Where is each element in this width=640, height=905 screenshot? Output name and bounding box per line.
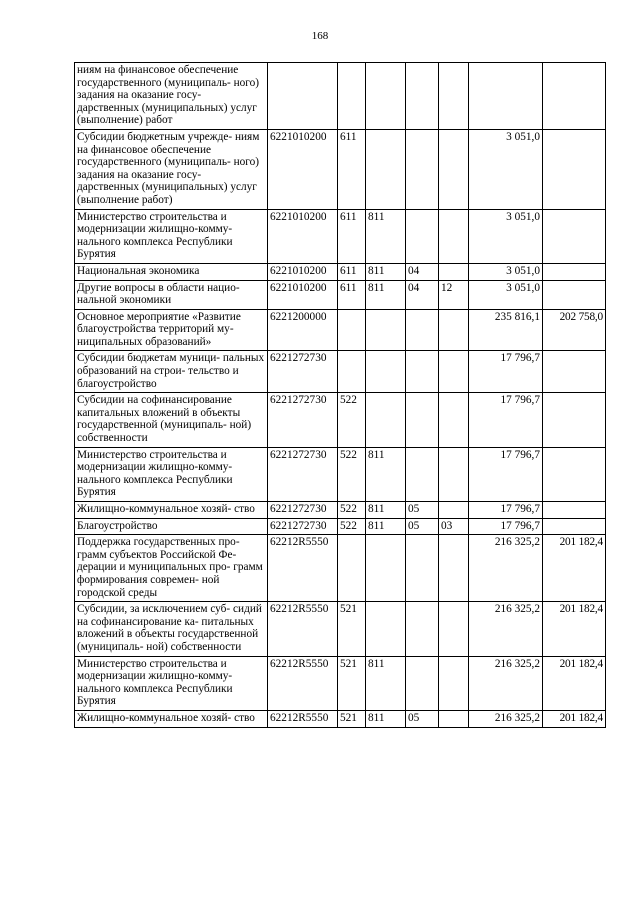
amount-1-cell: [469, 63, 543, 130]
expense-type-cell: [338, 63, 366, 130]
amount-1-cell: 17 796,7: [469, 393, 543, 447]
subsection-cell: [439, 656, 469, 710]
expense-type-cell: 522: [338, 393, 366, 447]
target-code-cell: 62212R5550: [268, 535, 338, 602]
amount-1-cell: 216 325,2: [469, 656, 543, 710]
ministry-code-cell: [366, 309, 406, 351]
item-name-cell: Жилищно-коммунальное хозяй- ство: [75, 502, 268, 519]
table-row: [75, 209, 606, 263]
amount-1-cell: 216 325,2: [469, 710, 543, 727]
section-cell: [406, 393, 439, 447]
item-name-cell: Министерство строительства и модернизации жилищно-комму- нального комплекса Республики Бурятия: [75, 656, 268, 710]
amount-2-cell: [543, 447, 606, 501]
expense-type-cell: 522: [338, 502, 366, 519]
section-cell: 05: [406, 502, 439, 519]
target-code-cell: 6221010200: [268, 209, 338, 263]
section-cell: [406, 209, 439, 263]
ministry-code-cell: 811: [366, 656, 406, 710]
ministry-code-cell: 811: [366, 263, 406, 280]
amount-1-cell: 3 051,0: [469, 129, 543, 209]
subsection-cell: [439, 309, 469, 351]
expense-type-cell: 521: [338, 656, 366, 710]
amount-1-cell: 3 051,0: [469, 263, 543, 280]
expense-type-cell: 611: [338, 280, 366, 309]
subsection-cell: [439, 263, 469, 280]
amount-1-cell: 17 796,7: [469, 447, 543, 501]
subsection-cell: [439, 710, 469, 727]
ministry-code-cell: 811: [366, 518, 406, 535]
subsection-cell: [439, 502, 469, 519]
item-name-cell: Субсидии бюджетным учрежде- ниям на финансовое обеспечение государственного (муниципаль- ного) задания на оказание госу- дарственных (муниципальных) услуг (выполнение работ): [75, 129, 268, 209]
table-row: [75, 535, 606, 602]
expense-type-cell: 611: [338, 209, 366, 263]
section-cell: [406, 63, 439, 130]
subsection-cell: [439, 535, 469, 602]
table-row: [75, 518, 606, 535]
expense-type-cell: 521: [338, 602, 366, 656]
subsection-cell: [439, 447, 469, 501]
subsection-cell: [439, 129, 469, 209]
target-code-cell: 62212R5550: [268, 656, 338, 710]
target-code-cell: 6221272730: [268, 393, 338, 447]
amount-1-cell: 216 325,2: [469, 602, 543, 656]
amount-2-cell: 201 182,4: [543, 710, 606, 727]
item-name-cell: Основное мероприятие «Развитие благоустройства территорий му- ниципальных образований»: [75, 309, 268, 351]
ministry-code-cell: [366, 129, 406, 209]
amount-2-cell: [543, 209, 606, 263]
amount-2-cell: 201 182,4: [543, 602, 606, 656]
section-cell: 04: [406, 263, 439, 280]
item-name-cell: Министерство строительства и модернизации жилищно-комму- нального комплекса Республики Бурятия: [75, 447, 268, 501]
subsection-cell: [439, 209, 469, 263]
expense-type-cell: 611: [338, 129, 366, 209]
amount-2-cell: [543, 518, 606, 535]
amount-2-cell: [543, 129, 606, 209]
target-code-cell: 6221010200: [268, 263, 338, 280]
table-row: [75, 602, 606, 656]
table-row: [75, 263, 606, 280]
ministry-code-cell: 811: [366, 209, 406, 263]
section-cell: [406, 602, 439, 656]
item-name-cell: Субсидии на софинансирование капитальных вложений в объекты государственной (муниципаль- ной) собственности: [75, 393, 268, 447]
amount-2-cell: [543, 63, 606, 130]
table-row: [75, 129, 606, 209]
section-cell: [406, 447, 439, 501]
table-row: [75, 502, 606, 519]
amount-1-cell: 3 051,0: [469, 280, 543, 309]
target-code-cell: 6221272730: [268, 447, 338, 501]
section-cell: 05: [406, 710, 439, 727]
target-code-cell: 6221272730: [268, 351, 338, 393]
amount-1-cell: 235 816,1: [469, 309, 543, 351]
expense-type-cell: [338, 351, 366, 393]
item-name-cell: Благоустройство: [75, 518, 268, 535]
amount-2-cell: [543, 393, 606, 447]
amount-2-cell: [543, 502, 606, 519]
item-name-cell: ниям на финансовое обеспечение государственного (муниципаль- ного) задания на оказание госу- дарственных (муниципальных) услуг (выполнение) работ: [75, 63, 268, 130]
table-row: [75, 393, 606, 447]
budget-table: [74, 62, 606, 728]
item-name-cell: Субсидии, за исключением суб- сидий на софинансирование ка- питальных вложений в объекты государственной (муниципаль- ной) собственности: [75, 602, 268, 656]
expense-type-cell: [338, 309, 366, 351]
amount-2-cell: [543, 351, 606, 393]
table-row: [75, 309, 606, 351]
amount-1-cell: 17 796,7: [469, 502, 543, 519]
item-name-cell: Жилищно-коммунальное хозяй- ство: [75, 710, 268, 727]
ministry-code-cell: 811: [366, 502, 406, 519]
ministry-code-cell: [366, 393, 406, 447]
amount-1-cell: 216 325,2: [469, 535, 543, 602]
table-row: [75, 656, 606, 710]
subsection-cell: 03: [439, 518, 469, 535]
target-code-cell: 6221010200: [268, 280, 338, 309]
table-row: [75, 351, 606, 393]
target-code-cell: 6221200000: [268, 309, 338, 351]
section-cell: 04: [406, 280, 439, 309]
amount-2-cell: 201 182,4: [543, 656, 606, 710]
subsection-cell: 12: [439, 280, 469, 309]
item-name-cell: Другие вопросы в области нацио- нальной экономики: [75, 280, 268, 309]
page-number: 168: [311, 30, 329, 42]
amount-2-cell: [543, 280, 606, 309]
subsection-cell: [439, 63, 469, 130]
budget-table-body: [75, 63, 606, 728]
section-cell: 05: [406, 518, 439, 535]
target-code-cell: 6221010200: [268, 129, 338, 209]
target-code-cell: [268, 63, 338, 130]
table-row: [75, 710, 606, 727]
item-name-cell: Национальная экономика: [75, 263, 268, 280]
amount-1-cell: 3 051,0: [469, 209, 543, 263]
subsection-cell: [439, 351, 469, 393]
amount-2-cell: 202 758,0: [543, 309, 606, 351]
ministry-code-cell: 811: [366, 280, 406, 309]
table-row: [75, 280, 606, 309]
expense-type-cell: 611: [338, 263, 366, 280]
item-name-cell: Поддержка государственных про- грамм субъектов Российской Фе- дерации и муниципальных про- грамм формирования современ- ной городской среды: [75, 535, 268, 602]
expense-type-cell: 521: [338, 710, 366, 727]
amount-1-cell: 17 796,7: [469, 518, 543, 535]
table-row: [75, 63, 606, 130]
item-name-cell: Министерство строительства и модернизации жилищно-комму- нального комплекса Республики Бурятия: [75, 209, 268, 263]
expense-type-cell: [338, 535, 366, 602]
target-code-cell: 6221272730: [268, 518, 338, 535]
target-code-cell: 62212R5550: [268, 602, 338, 656]
ministry-code-cell: [366, 63, 406, 130]
target-code-cell: 62212R5550: [268, 710, 338, 727]
amount-1-cell: 17 796,7: [469, 351, 543, 393]
subsection-cell: [439, 393, 469, 447]
table-row: [75, 447, 606, 501]
ministry-code-cell: [366, 602, 406, 656]
section-cell: [406, 656, 439, 710]
expense-type-cell: 522: [338, 447, 366, 501]
section-cell: [406, 129, 439, 209]
section-cell: [406, 309, 439, 351]
item-name-cell: Субсидии бюджетам муници- пальных образований на строи- тельство и благоустройство: [75, 351, 268, 393]
subsection-cell: [439, 602, 469, 656]
ministry-code-cell: 811: [366, 710, 406, 727]
ministry-code-cell: [366, 351, 406, 393]
amount-2-cell: [543, 263, 606, 280]
ministry-code-cell: 811: [366, 447, 406, 501]
ministry-code-cell: [366, 535, 406, 602]
amount-2-cell: 201 182,4: [543, 535, 606, 602]
section-cell: [406, 535, 439, 602]
target-code-cell: 6221272730: [268, 502, 338, 519]
section-cell: [406, 351, 439, 393]
expense-type-cell: 522: [338, 518, 366, 535]
